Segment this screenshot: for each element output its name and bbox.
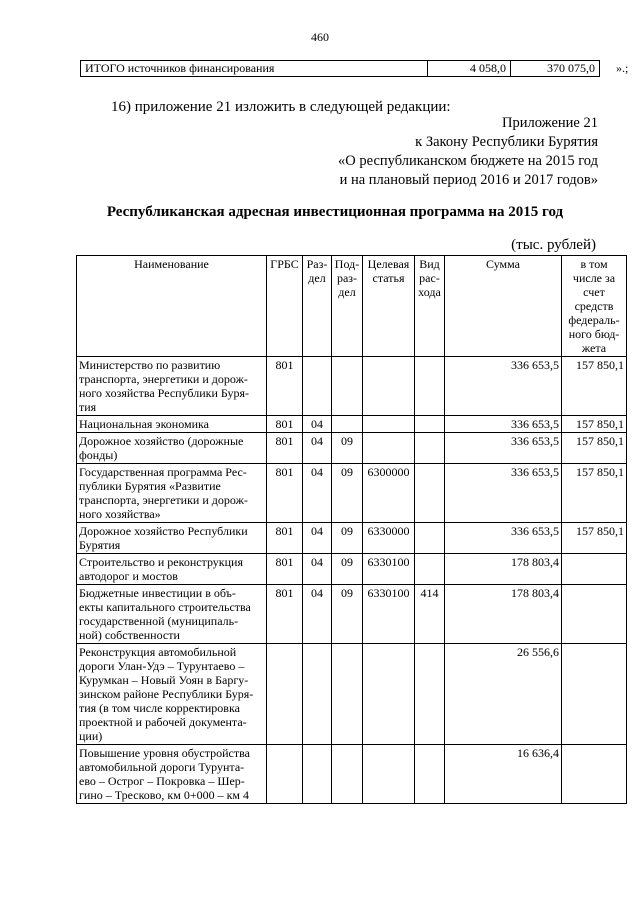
cell-name: Дорожное хозяйство Республики Бурятия: [77, 523, 267, 554]
cell-sum: 336 653,5: [445, 464, 562, 523]
table-row: [77, 357, 627, 416]
cell-name: Строительство и реконструкция автодорог и мостов: [77, 554, 267, 585]
cell-podrazdel: 09: [332, 464, 363, 523]
page-number: 460: [311, 30, 329, 44]
table-row: [77, 644, 627, 745]
amendment-text: 16) приложение 21 изложить в следующей редакции:: [111, 99, 451, 115]
header-row: [77, 256, 627, 357]
cell-federal: 157 850,1: [562, 433, 627, 464]
table-row: [77, 745, 627, 804]
table-row: [77, 416, 627, 433]
totals-row: [81, 61, 600, 77]
cell-federal: 157 850,1: [562, 416, 627, 433]
cell-grbs: 801: [267, 585, 303, 644]
cell-target: [363, 644, 415, 745]
cell-sum: 336 653,5: [445, 523, 562, 554]
cell-podrazdel: 09: [332, 554, 363, 585]
table-row: [77, 523, 627, 554]
table-row: [77, 554, 627, 585]
cell-vid: [415, 464, 445, 523]
investment-program-table: [76, 255, 627, 804]
cell-federal: [562, 554, 627, 585]
cell-vid: [415, 416, 445, 433]
cell-target: 6330000: [363, 523, 415, 554]
cell-razdel: 04: [303, 585, 332, 644]
cell-federal: 157 850,1: [562, 523, 627, 554]
cell-sum: 336 653,5: [445, 433, 562, 464]
cell-grbs: [267, 644, 303, 745]
cell-grbs: 801: [267, 523, 303, 554]
cell-target: [363, 433, 415, 464]
table-row: [77, 585, 627, 644]
header-vid: Вид рас- хода: [415, 256, 445, 357]
cell-vid: 414: [415, 585, 445, 644]
cell-name: Дорожное хозяйство (дорожные фонды): [77, 433, 267, 464]
cell-grbs: [267, 745, 303, 804]
cell-razdel: 04: [303, 523, 332, 554]
cell-vid: [415, 357, 445, 416]
cell-sum: 336 653,5: [445, 357, 562, 416]
cell-target: [363, 416, 415, 433]
cell-target: 6300000: [363, 464, 415, 523]
header-grbs: ГРБС: [267, 256, 303, 357]
totals-table: [80, 60, 600, 77]
cell-name: Министерство по развитию транспорта, энергетики и дорож- ного хозяйства Республики Буря- тия: [77, 357, 267, 416]
appendix-line: Приложение 21: [502, 115, 598, 131]
cell-razdel: 04: [303, 554, 332, 585]
cell-name: Реконструкция автомобильной дороги Улан-Удэ – Турунтаево – Курумкан – Новый Уоян в Баргу- зинском районе Республики Буря- тия (в том числе корректировка проектной и рабочей документа- ции): [77, 644, 267, 745]
cell-razdel: [303, 745, 332, 804]
cell-podrazdel: [332, 644, 363, 745]
cell-podrazdel: 09: [332, 433, 363, 464]
totals-value-2: 370 075,0: [511, 61, 600, 77]
appendix-line: и на плановый период 2016 и 2017 годов»: [339, 172, 598, 188]
cell-vid: [415, 554, 445, 585]
cell-razdel: 04: [303, 433, 332, 464]
cell-sum: 178 803,4: [445, 554, 562, 585]
cell-name: Бюджетные инвестиции в объ- екты капитального строительства государственной (муниципаль- ной) собственности: [77, 585, 267, 644]
cell-grbs: 801: [267, 416, 303, 433]
document-title: Республиканская адресная инвестиционная программа на 2015 год: [106, 204, 564, 220]
cell-vid: [415, 433, 445, 464]
cell-target: 6330100: [363, 585, 415, 644]
cell-vid: [415, 644, 445, 745]
cell-name: Национальная экономика: [77, 416, 267, 433]
cell-target: [363, 745, 415, 804]
cell-sum: 16 636,4: [445, 745, 562, 804]
cell-vid: [415, 745, 445, 804]
cell-vid: [415, 523, 445, 554]
closing-quote: ».;: [616, 61, 629, 75]
cell-federal: 157 850,1: [562, 357, 627, 416]
cell-razdel: 04: [303, 416, 332, 433]
units-label: (тыс. рублей): [511, 237, 596, 253]
cell-federal: [562, 745, 627, 804]
cell-federal: [562, 644, 627, 745]
cell-podrazdel: [332, 416, 363, 433]
header-sum: Сумма: [445, 256, 562, 357]
cell-razdel: 04: [303, 464, 332, 523]
cell-grbs: 801: [267, 433, 303, 464]
cell-grbs: 801: [267, 554, 303, 585]
header-razdel: Раз- дел: [303, 256, 332, 357]
cell-grbs: 801: [267, 464, 303, 523]
table-row: [77, 433, 627, 464]
cell-razdel: [303, 357, 332, 416]
table-row: [77, 464, 627, 523]
cell-sum: 336 653,5: [445, 416, 562, 433]
cell-sum: 178 803,4: [445, 585, 562, 644]
cell-podrazdel: 09: [332, 523, 363, 554]
appendix-line: «О республиканском бюджете на 2015 год: [338, 153, 598, 169]
appendix-header: [338, 114, 598, 190]
cell-sum: 26 556,6: [445, 644, 562, 745]
cell-target: 6330100: [363, 554, 415, 585]
header-podrazdel: Под- раз- дел: [332, 256, 363, 357]
cell-federal: [562, 585, 627, 644]
header-name: Наименование: [77, 256, 267, 357]
header-target: Целевая статья: [363, 256, 415, 357]
cell-podrazdel: [332, 357, 363, 416]
totals-label: ИТОГО источников финансирования: [81, 61, 428, 77]
cell-name: Государственная программа Рес- публики Бурятия «Развитие транспорта, энергетики и дорож- ного хозяйства»: [77, 464, 267, 523]
totals-value-1: 4 058,0: [428, 61, 511, 77]
appendix-line: к Закону Республики Бурятия: [415, 134, 598, 150]
cell-podrazdel: [332, 745, 363, 804]
header-federal: в том числе за счет средств федераль- ного бюд- жета: [562, 256, 627, 357]
cell-target: [363, 357, 415, 416]
cell-razdel: [303, 644, 332, 745]
cell-name: Повышение уровня обустройства автомобильной дороги Турунта- ево – Острог – Покровка – Шер- гино – Тресково, км 0+000 – км 4: [77, 745, 267, 804]
cell-podrazdel: 09: [332, 585, 363, 644]
cell-federal: 157 850,1: [562, 464, 627, 523]
cell-grbs: 801: [267, 357, 303, 416]
